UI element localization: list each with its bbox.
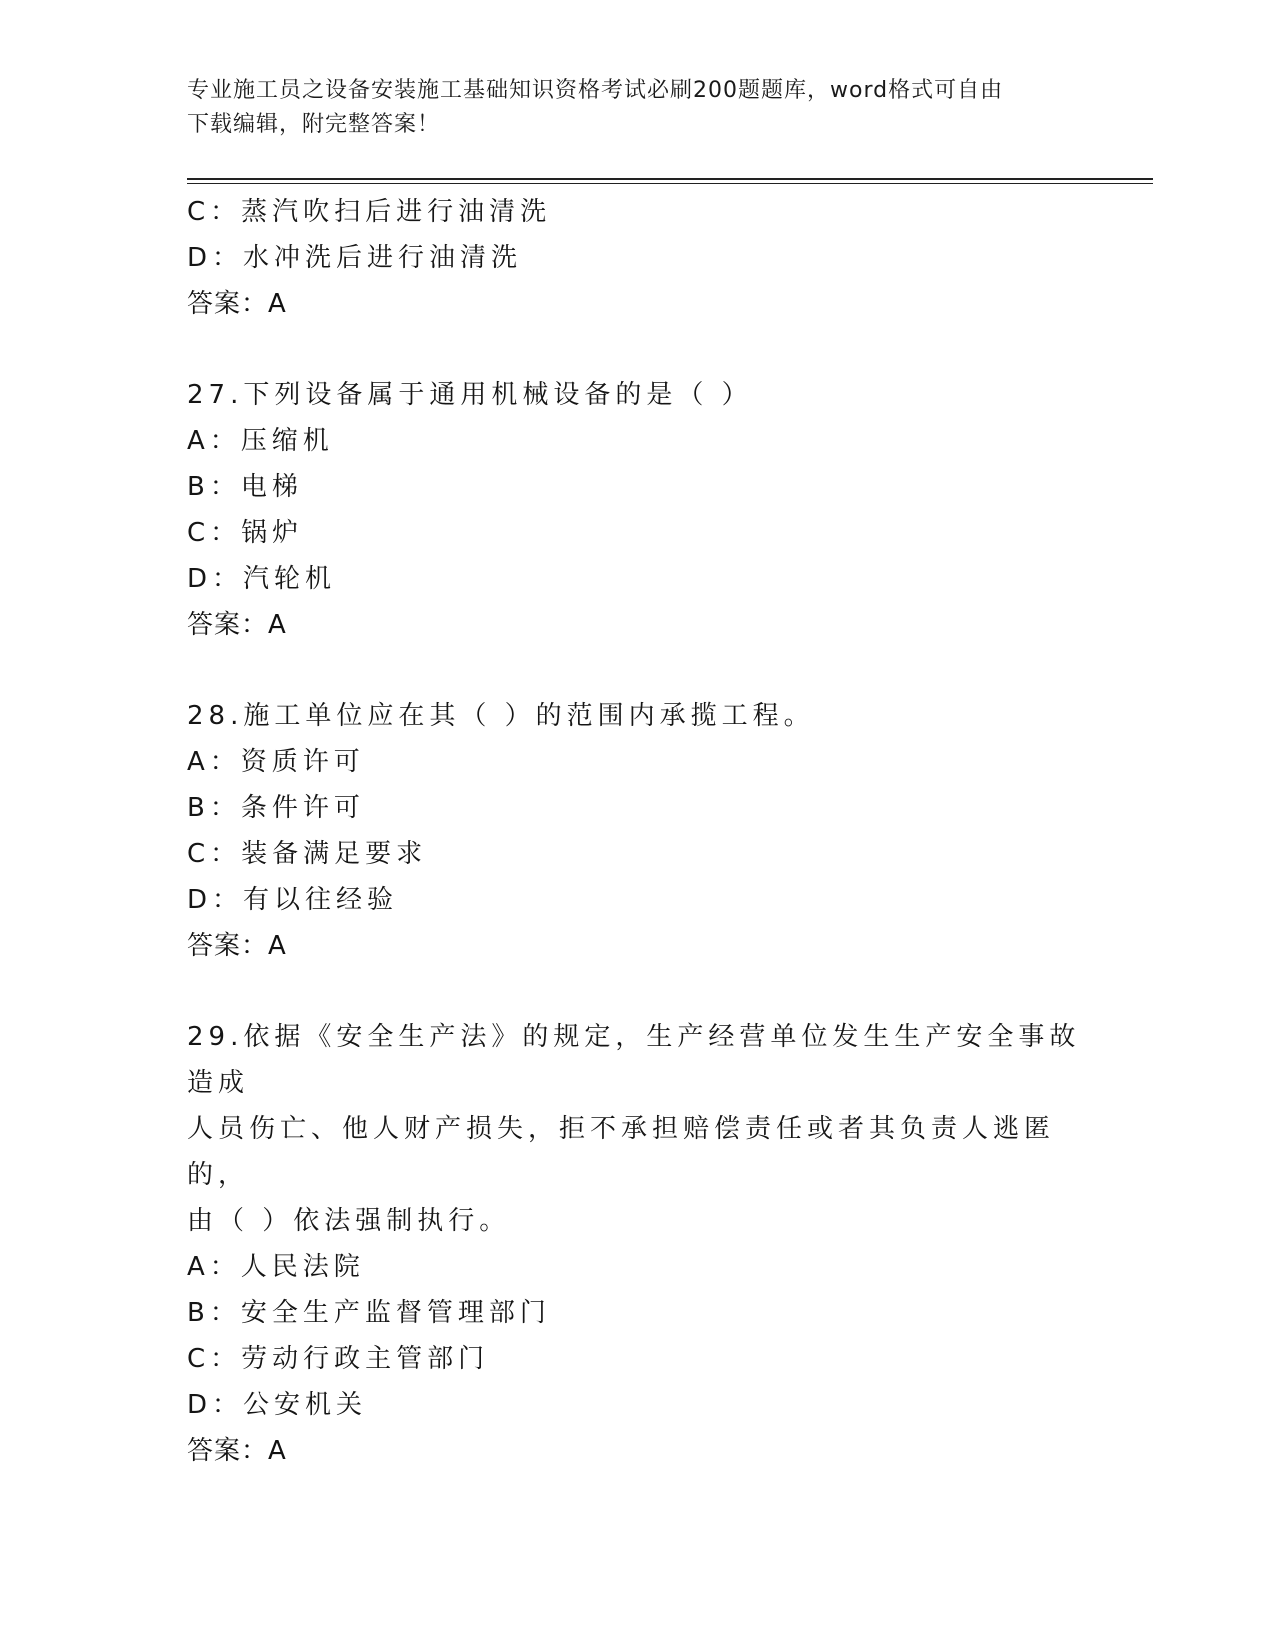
option-a: A：资质许可 bbox=[187, 747, 365, 777]
question-gap bbox=[187, 969, 1087, 1014]
question-29 bbox=[187, 1014, 1087, 1474]
option-c: C：蒸汽吹扫后进行油清洗 bbox=[187, 197, 552, 227]
answer-line: 答案：A bbox=[187, 289, 287, 319]
continued-question bbox=[187, 189, 1087, 327]
question-text: 28.施工单位应在其（ ）的范围内承揽工程。 bbox=[187, 701, 815, 731]
option-d: D：有以往经验 bbox=[187, 885, 399, 915]
answer-line: 答案：A bbox=[187, 610, 287, 640]
option-c: C：装备满足要求 bbox=[187, 839, 428, 869]
header-divider-thick bbox=[187, 178, 1153, 180]
option-d: D：公安机关 bbox=[187, 1390, 368, 1420]
option-c: C：锅炉 bbox=[187, 518, 304, 548]
question-27 bbox=[187, 372, 1087, 648]
question-text-line-3: 由（ ）依法强制执行。 bbox=[187, 1206, 511, 1236]
question-gap bbox=[187, 648, 1087, 693]
option-d: D：水冲洗后进行油清洗 bbox=[187, 243, 523, 273]
question-list bbox=[187, 189, 1087, 1474]
question-text: 27.下列设备属于通用机械设备的是（ ） bbox=[187, 380, 753, 410]
option-a: A：人民法院 bbox=[187, 1252, 365, 1282]
header-line-2: 下载编辑，附完整答案！ bbox=[187, 112, 441, 137]
question-text-line-2: 人员伤亡、他人财产损失，拒不承担赔偿责任或者其负责人逃匿的， bbox=[187, 1114, 1056, 1190]
answer-line: 答案：A bbox=[187, 1436, 287, 1466]
header-line-1: 专业施工员之设备安装施工基础知识资格考试必刷200题题库，word格式可自由 bbox=[187, 78, 1004, 103]
question-gap bbox=[187, 327, 1087, 372]
option-c: C：劳动行政主管部门 bbox=[187, 1344, 490, 1374]
option-b: B：电梯 bbox=[187, 472, 303, 502]
header-divider-thin bbox=[187, 183, 1153, 184]
option-b: B：安全生产监督管理部门 bbox=[187, 1298, 551, 1328]
answer-line: 答案：A bbox=[187, 931, 287, 961]
question-28 bbox=[187, 693, 1087, 969]
option-a: A：压缩机 bbox=[187, 426, 334, 456]
option-b: B：条件许可 bbox=[187, 793, 365, 823]
question-text-line-1: 29.依据《安全生产法》的规定，生产经营单位发生生产安全事故造成 bbox=[187, 1022, 1081, 1098]
document-header bbox=[187, 74, 1067, 142]
option-d: D：汽轮机 bbox=[187, 564, 337, 594]
